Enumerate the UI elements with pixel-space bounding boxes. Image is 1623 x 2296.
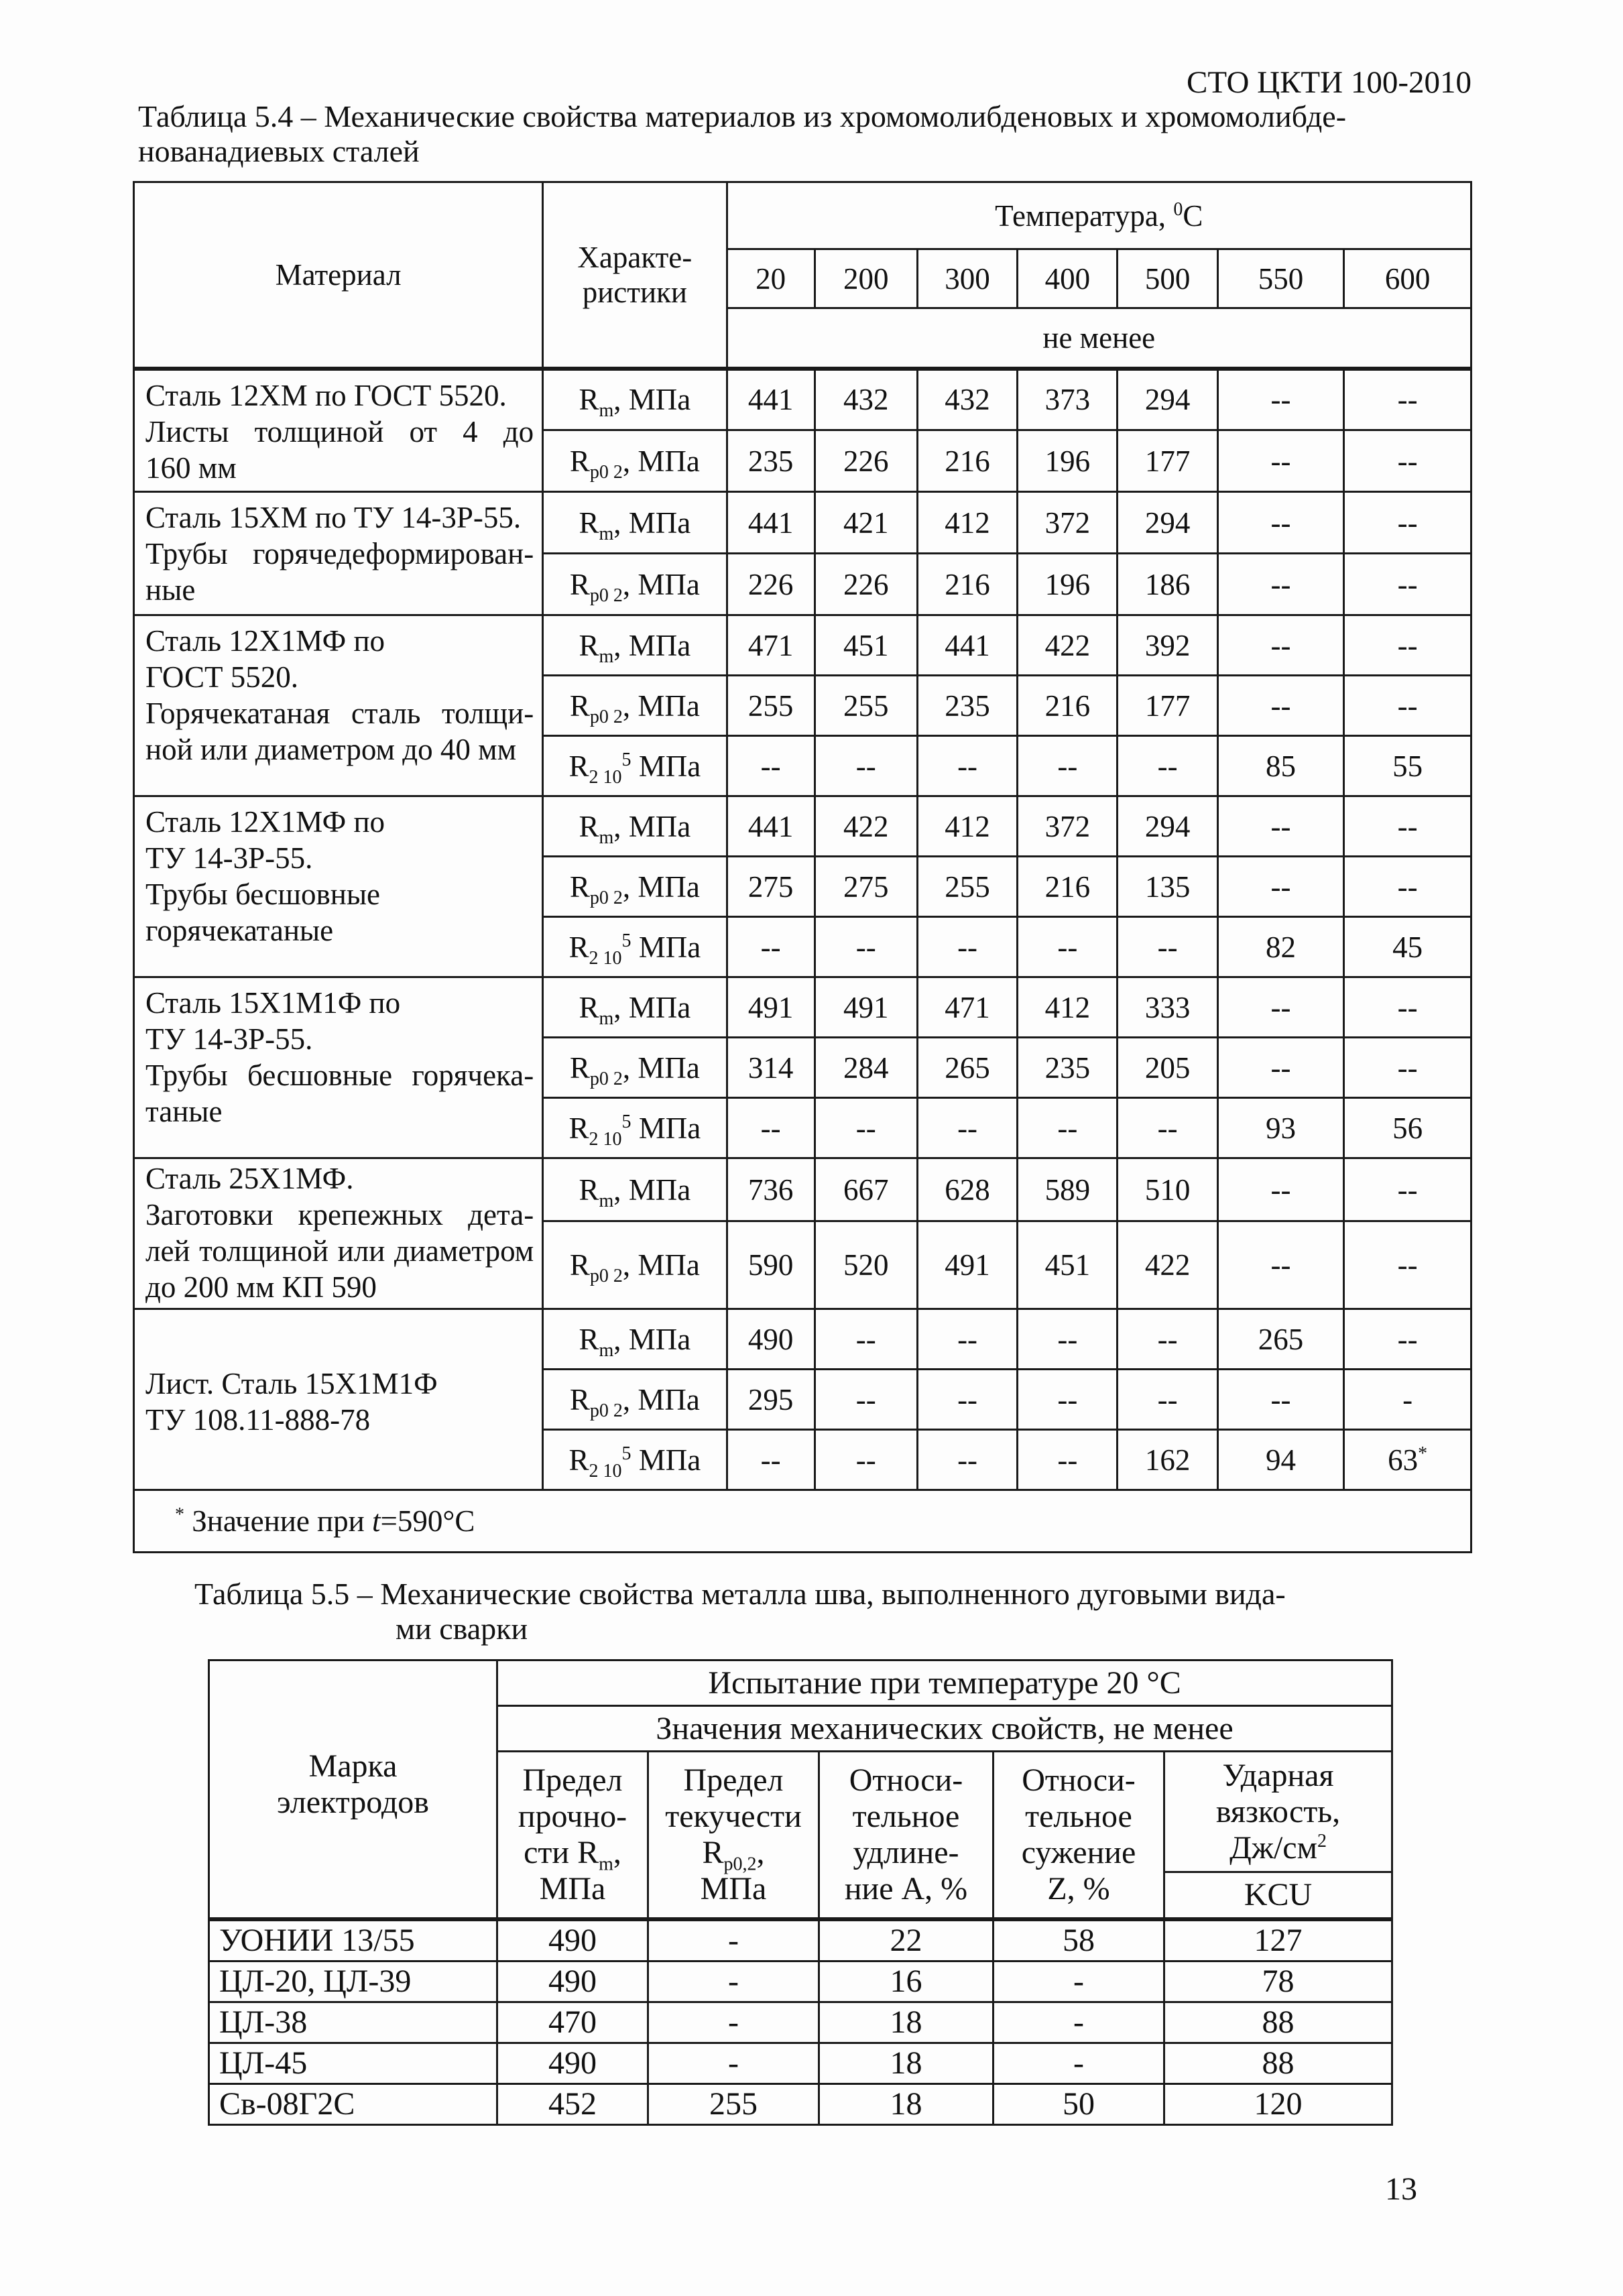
value-cell: 589 [1018, 1158, 1118, 1221]
value-cell: 196 [1018, 554, 1118, 615]
value-cell: 295 [727, 1370, 815, 1430]
char-cell: $R_{p0 2}$, МПа [543, 554, 727, 615]
value-cell: -- [1344, 1309, 1471, 1370]
value-cell: -- [1217, 615, 1344, 676]
value-cell: - [1344, 1370, 1471, 1430]
char-cell: $R_m$, МПа [543, 615, 727, 676]
table-row [209, 2043, 1392, 2083]
electrode-cell: Св-08Г2С [209, 2083, 497, 2124]
value-cell: 255 [917, 857, 1017, 917]
value-cell: -- [1344, 369, 1471, 430]
temp-cell: 500 [1118, 249, 1217, 308]
value-cell: 392 [1118, 615, 1217, 676]
value-cell: 18 [819, 2043, 994, 2083]
value-cell: 490 [727, 1309, 815, 1370]
value-cell: 235 [1018, 1038, 1118, 1098]
table-5-4 [133, 181, 1472, 1553]
value-cell: -- [1344, 554, 1471, 615]
value-cell: -- [1217, 430, 1344, 492]
value-cell: 441 [727, 369, 815, 430]
value-cell: 451 [815, 615, 917, 676]
document-code: СТО ЦКТИ 100-2010 [1187, 65, 1471, 100]
value-cell: 422 [1118, 1221, 1217, 1309]
value-cell: 127 [1164, 1919, 1392, 1961]
value-cell: 255 [727, 676, 815, 736]
electrode-cell: ЦЛ-38 [209, 2002, 497, 2043]
header-test: Испытание при температуре 20 °С [497, 1660, 1392, 1706]
material-cell: Сталь 12Х1МФ по ГОСТ 5520. Горячекатаная сталь толщи- ной или диаметром до 40 мм [134, 615, 543, 796]
value-cell: 205 [1118, 1038, 1217, 1098]
value-cell: 216 [1018, 676, 1118, 736]
char-cell: $R_m$, МПа [543, 796, 727, 857]
table-row [134, 796, 1471, 857]
value-cell: 216 [1018, 857, 1118, 917]
value-cell: 422 [815, 796, 917, 857]
char-cell: $R_{2 10}^5$ МПа [543, 1430, 727, 1490]
value-cell: -- [815, 736, 917, 796]
temp-cell: 20 [727, 249, 815, 308]
value-cell: 372 [1018, 796, 1118, 857]
value-cell: 85 [1217, 736, 1344, 796]
value-cell: 22 [819, 1919, 994, 1961]
value-cell: 470 [497, 2002, 648, 2043]
electrode-cell: ЦЛ-20, ЦЛ-39 [209, 1961, 497, 2002]
value-cell: 412 [917, 492, 1017, 554]
header-tensile-strength: Предел прочно- сти $R_m$, МПа [497, 1752, 648, 1919]
value-cell: -- [727, 736, 815, 796]
value-cell: -- [1217, 796, 1344, 857]
value-cell: 216 [917, 430, 1017, 492]
temp-cell: 200 [815, 249, 917, 308]
value-cell: -- [1118, 1098, 1217, 1158]
value-cell: 226 [727, 554, 815, 615]
value-cell: -- [1018, 917, 1118, 977]
value-cell: 451 [1018, 1221, 1118, 1309]
value-cell: 216 [917, 554, 1017, 615]
value-cell: 491 [727, 977, 815, 1038]
value-cell: -- [917, 1098, 1017, 1158]
table-5-5 [208, 1659, 1393, 2126]
value-cell: -- [727, 917, 815, 977]
value-cell: 196 [1018, 430, 1118, 492]
value-cell: 373 [1018, 369, 1118, 430]
value-cell: 421 [815, 492, 917, 554]
temp-cell: 400 [1018, 249, 1118, 308]
char-cell: $R_{p0 2}$, МПа [543, 1221, 727, 1309]
header-material: Материал [134, 182, 543, 369]
value-cell: 94 [1217, 1430, 1344, 1490]
value-cell: 590 [727, 1221, 815, 1309]
value-cell: 93 [1217, 1098, 1344, 1158]
value-cell: -- [1018, 1430, 1118, 1490]
value-cell: 432 [917, 369, 1017, 430]
value-cell: -- [815, 1098, 917, 1158]
char-cell: $R_{p0 2}$, МПа [543, 430, 727, 492]
value-cell: 56 [1344, 1098, 1471, 1158]
value-cell: 441 [917, 615, 1017, 676]
value-cell: 16 [819, 1961, 994, 2002]
header-characteristics: Характе- ристики [543, 182, 727, 369]
value-cell: 333 [1118, 977, 1217, 1038]
value-cell: 82 [1217, 917, 1344, 977]
value-cell: 441 [727, 796, 815, 857]
table-5-4-caption: Таблица 5.4 – Механические свойства материалов из хромомолибденовых и хромомолибде- нованадиевых сталей [138, 99, 1347, 168]
header-yield-strength: Предел текучести $R_{p0,2}$, МПа [648, 1752, 819, 1919]
char-cell: $R_{p0 2}$, МПа [543, 857, 727, 917]
electrode-cell: ЦЛ-45 [209, 2043, 497, 2083]
char-cell: $R_{p0 2}$, МПа [543, 676, 727, 736]
value-cell: -- [917, 1430, 1017, 1490]
material-cell: Сталь 25Х1МФ. Заготовки крепежных дета- лей толщиной или диаметром до 200 мм КП 590 [134, 1158, 543, 1309]
value-cell: 255 [648, 2083, 819, 2124]
value-cell: 372 [1018, 492, 1118, 554]
value-cell: -- [1118, 917, 1217, 977]
value-cell: 78 [1164, 1961, 1392, 2002]
value-cell: -- [917, 917, 1017, 977]
table-row [209, 1961, 1392, 2002]
value-cell: 736 [727, 1158, 815, 1221]
value-cell: 45 [1344, 917, 1471, 977]
value-cell: -- [1344, 1038, 1471, 1098]
value-cell: -- [1118, 736, 1217, 796]
value-cell: -- [1217, 1158, 1344, 1221]
value-cell: - [994, 2002, 1164, 2043]
header-min: не менее [727, 308, 1471, 369]
char-cell: $R_m$, МПа [543, 1309, 727, 1370]
char-cell: $R_{p0 2}$, МПа [543, 1370, 727, 1430]
value-cell: 177 [1118, 430, 1217, 492]
value-cell: 120 [1164, 2083, 1392, 2124]
char-cell: $R_m$, МПа [543, 977, 727, 1038]
value-cell: 265 [917, 1038, 1017, 1098]
value-cell: 88 [1164, 2002, 1392, 2043]
value-cell: -- [1217, 1038, 1344, 1098]
table-row [134, 1309, 1471, 1370]
table-row [134, 1158, 1471, 1221]
material-cell: Лист. Сталь 15Х1М1Ф ТУ 108.11-888-78 [134, 1309, 543, 1490]
value-cell: - [994, 1961, 1164, 2002]
value-cell: 667 [815, 1158, 917, 1221]
value-cell: 432 [815, 369, 917, 430]
value-cell: 177 [1118, 676, 1217, 736]
value-cell: -- [1344, 615, 1471, 676]
value-cell: 490 [497, 2043, 648, 2083]
value-cell: 490 [497, 1919, 648, 1961]
material-cell: Сталь 15Х1М1Ф по ТУ 14-3Р-55. Трубы бесшовные горячека- таные [134, 977, 543, 1158]
value-cell: -- [1118, 1309, 1217, 1370]
value-cell: -- [1344, 796, 1471, 857]
value-cell: -- [727, 1098, 815, 1158]
value-cell: -- [1018, 1098, 1118, 1158]
value-cell: 490 [497, 1961, 648, 2002]
temp-cell: 300 [917, 249, 1017, 308]
value-cell: 50 [994, 2083, 1164, 2124]
value-cell: 235 [727, 430, 815, 492]
char-cell: $R_{p0 2}$, МПа [543, 1038, 727, 1098]
char-cell: $R_m$, МПа [543, 369, 727, 430]
value-cell: -- [1344, 676, 1471, 736]
value-cell: 491 [917, 1221, 1017, 1309]
header-temperature: Температура, $^0$С [727, 182, 1471, 249]
header-elongation: Относи- тельное удлине- ние А, % [819, 1752, 994, 1919]
value-cell: -- [815, 1309, 917, 1370]
value-cell: -- [727, 1430, 815, 1490]
value-cell: 422 [1018, 615, 1118, 676]
value-cell: 88 [1164, 2043, 1392, 2083]
value-cell: -- [1018, 736, 1118, 796]
value-cell: - [648, 2043, 819, 2083]
value-cell: 471 [727, 615, 815, 676]
value-cell: 226 [815, 554, 917, 615]
header-kcu: KCU [1164, 1872, 1392, 1919]
value-cell: - [648, 1919, 819, 1961]
value-cell: -- [1344, 857, 1471, 917]
value-cell: -- [1217, 492, 1344, 554]
value-cell: 628 [917, 1158, 1017, 1221]
header-reduction: Относи- тельное сужение Z, % [994, 1752, 1164, 1919]
value-cell: 235 [917, 676, 1017, 736]
value-cell: 58 [994, 1919, 1164, 1961]
value-cell: 275 [815, 857, 917, 917]
header-values: Значения механических свойств, не менее [497, 1706, 1392, 1752]
table-row [134, 492, 1471, 554]
value-cell: -- [917, 736, 1017, 796]
value-cell: -- [1344, 430, 1471, 492]
table-5-5-caption: Таблица 5.5 – Механические свойства металла шва, выполненного дуговыми вида- ми сварки [194, 1577, 1286, 1646]
value-cell: 275 [727, 857, 815, 917]
value-cell: 294 [1118, 492, 1217, 554]
value-cell: 18 [819, 2083, 994, 2124]
value-cell: 294 [1118, 369, 1217, 430]
char-cell: $R_m$, МПа [543, 492, 727, 554]
value-cell: 314 [727, 1038, 815, 1098]
value-cell: -- [917, 1370, 1017, 1430]
value-cell: -- [1118, 1370, 1217, 1430]
value-cell: - [648, 2002, 819, 2043]
value-cell: -- [815, 1430, 917, 1490]
value-cell: -- [815, 1370, 917, 1430]
temp-cell: 550 [1217, 249, 1344, 308]
value-cell: 265 [1217, 1309, 1344, 1370]
value-cell: -- [1344, 1221, 1471, 1309]
value-cell: - [994, 2043, 1164, 2083]
material-cell: Сталь 12Х1МФ по ТУ 14-3Р-55. Трубы бесшовные горячекатаные [134, 796, 543, 977]
value-cell: -- [1217, 1370, 1344, 1430]
value-cell: 412 [1018, 977, 1118, 1038]
value-cell: 452 [497, 2083, 648, 2124]
value-cell: 520 [815, 1221, 917, 1309]
char-cell: $R_m$, МПа [543, 1158, 727, 1221]
value-cell: -- [1217, 857, 1344, 917]
value-cell: 471 [917, 977, 1017, 1038]
value-cell: 63* [1344, 1430, 1471, 1490]
value-cell: - [648, 1961, 819, 2002]
material-cell: Сталь 15ХМ по ТУ 14-3Р-55. Трубы горячедеформирован- ные [134, 492, 543, 615]
value-cell: -- [1217, 369, 1344, 430]
value-cell: 55 [1344, 736, 1471, 796]
value-cell: 135 [1118, 857, 1217, 917]
value-cell: -- [1217, 554, 1344, 615]
value-cell: -- [1344, 1158, 1471, 1221]
value-cell: 412 [917, 796, 1017, 857]
value-cell: 284 [815, 1038, 917, 1098]
value-cell: 186 [1118, 554, 1217, 615]
page-number: 13 [1385, 2171, 1417, 2207]
char-cell: $R_{2 10}^5$ МПа [543, 917, 727, 977]
value-cell: 491 [815, 977, 917, 1038]
char-cell: $R_{2 10}^5$ МПа [543, 1098, 727, 1158]
temp-cell: 600 [1344, 249, 1471, 308]
value-cell: 162 [1118, 1430, 1217, 1490]
value-cell: -- [1344, 977, 1471, 1038]
value-cell: -- [1018, 1309, 1118, 1370]
material-cell: Сталь 12ХМ по ГОСТ 5520. Листы толщиной от 4 до 160 мм [134, 369, 543, 492]
table-row [209, 1919, 1392, 1961]
value-cell: -- [1217, 1221, 1344, 1309]
value-cell: -- [917, 1309, 1017, 1370]
value-cell: -- [1344, 492, 1471, 554]
value-cell: 18 [819, 2002, 994, 2043]
table-row [134, 369, 1471, 430]
table-footnote: * Значение при t=590°С [134, 1490, 1471, 1553]
header-electrode-mark: Марка электродов [209, 1660, 497, 1919]
table-row [134, 977, 1471, 1038]
value-cell: -- [815, 917, 917, 977]
table-row [209, 2083, 1392, 2124]
value-cell: 226 [815, 430, 917, 492]
char-cell: $R_{2 10}^5$ МПа [543, 736, 727, 796]
value-cell: 441 [727, 492, 815, 554]
table-row [134, 615, 1471, 676]
electrode-cell: УОНИИ 13/55 [209, 1919, 497, 1961]
value-cell: 510 [1118, 1158, 1217, 1221]
value-cell: -- [1217, 676, 1344, 736]
value-cell: -- [1018, 1370, 1118, 1430]
value-cell: -- [1217, 977, 1344, 1038]
value-cell: 255 [815, 676, 917, 736]
header-impact: Ударная вязкость, $Дж/см^2$ [1164, 1752, 1392, 1872]
table-row [209, 2002, 1392, 2043]
value-cell: 294 [1118, 796, 1217, 857]
